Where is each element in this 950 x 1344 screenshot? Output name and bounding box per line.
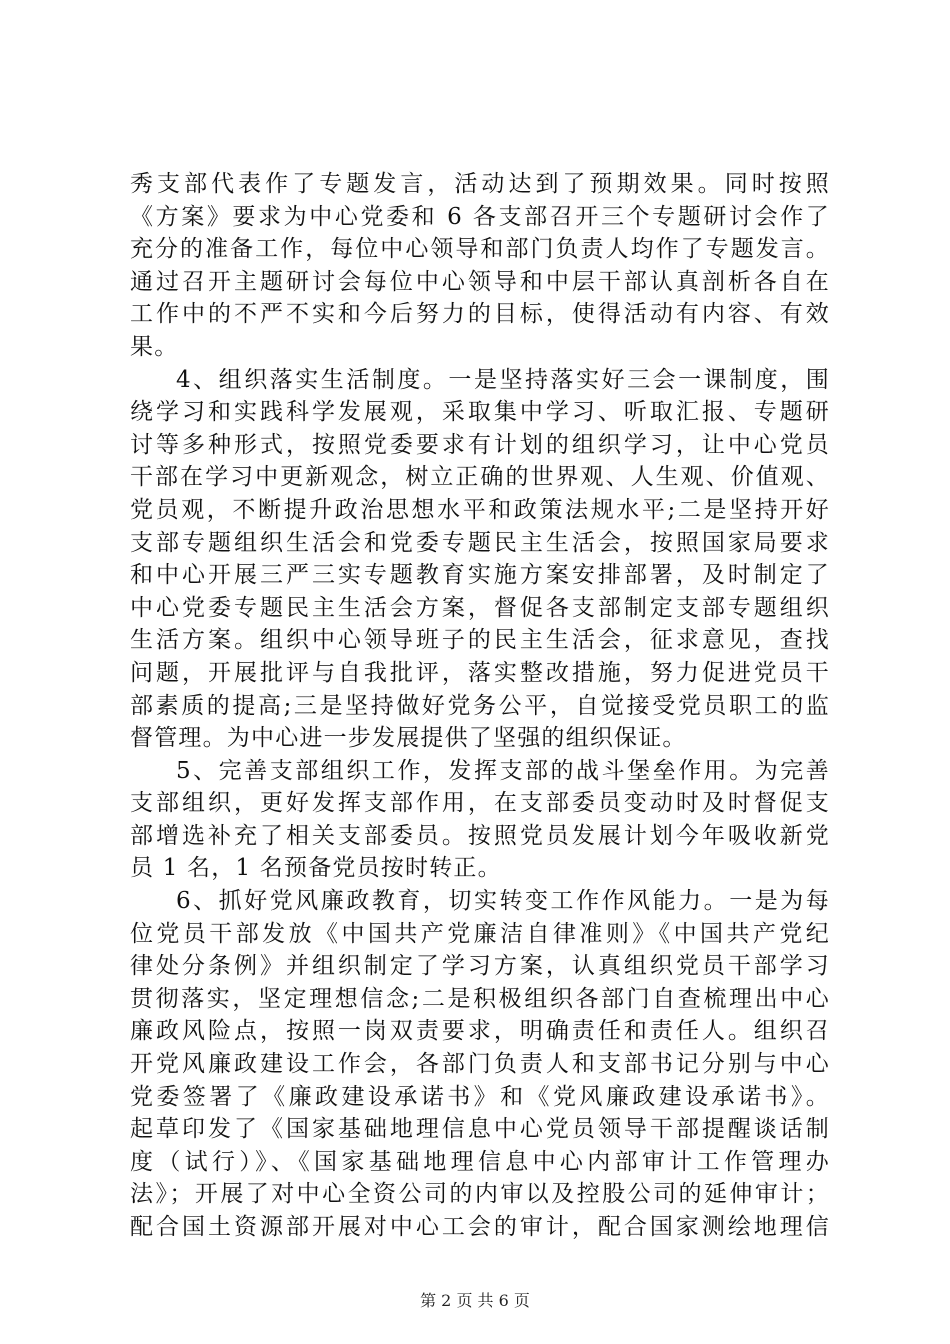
text-line: 讨等多种形式，按照党委要求有计划的组织学习，让中心党员 (130, 431, 830, 458)
text-line: 工作中的不严不实和今后努力的目标，使得活动有内容、有效 (130, 301, 830, 328)
text-line: 部素质的提高;三是坚持做好党务公平，自觉接受党员职工的监 (130, 692, 830, 719)
text-line: 起草印发了《国家基础地理信息中心党员领导干部提醒谈话制 (130, 1116, 830, 1143)
text-line: 4、组织落实生活制度。一是坚持落实好三会一课制度，围 (176, 366, 830, 393)
text-line: 廉政风险点，按照一岗双责要求，明确责任和责任人。组织召 (130, 1018, 830, 1045)
text-line: 督管理。为中心进一步发展提供了坚强的组织保证。 (130, 725, 687, 752)
text-line: 干部在学习中更新观念，树立正确的世界观、人生观、价值观、 (130, 464, 830, 491)
text-line: 6、抓好党风廉政教育，切实转变工作作风能力。一是为每 (176, 888, 830, 915)
text-line: 生活方案。组织中心领导班子的民主生活会，征求意见，查找 (130, 627, 830, 654)
text-line: 贯彻落实，坚定理想信念;二是积极组织各部门自查梳理出中心 (130, 985, 830, 1012)
text-line: 中心党委专题民主生活会方案，督促各支部制定支部专题组织 (130, 594, 830, 621)
text-line: 支部专题组织生活会和党委专题民主生活会，按照国家局要求 (130, 529, 830, 556)
text-line: 和中心开展三严三实专题教育实施方案安排部署，及时制定了 (130, 562, 830, 589)
text-line: 充分的准备工作，每位中心领导和部门负责人均作了专题发言。 (130, 236, 830, 263)
text-line: 秀支部代表作了专题发言，活动达到了预期效果。同时按照 (130, 171, 830, 197)
text-line: 度（试行）》、《国家基础地理信息中心内部审计工作管理办 (130, 1148, 830, 1175)
text-line: 党员观，不断提升政治思想水平和政策法规水平;二是坚持开好 (130, 496, 830, 523)
text-line: 配合国土资源部开展对中心工会的审计，配合国家测绘地理信 (130, 1214, 830, 1240)
text-line: 通过召开主题研讨会每位中心领导和中层干部认真剖析各自在 (130, 268, 830, 295)
text-line: 位党员干部发放《中国共产党廉洁自律准则》《中国共产党纪 (130, 920, 830, 947)
document-body (130, 168, 830, 1244)
text-line: 部增选补充了相关支部委员。按照党员发展计划今年吸收新党 (130, 822, 830, 849)
text-line: 5、完善支部组织工作，发挥支部的战斗堡垒作用。为完善 (176, 757, 830, 784)
page-footer: 第 2 页 共 6 页 (420, 1291, 530, 1310)
text-line: 律处分条例》并组织制定了学习方案，认真组织党员干部学习 (130, 953, 830, 980)
text-line: 开党风廉政建设工作会，各部门负责人和支部书记分别与中心 (130, 1051, 830, 1078)
text-line: 果。 (130, 333, 179, 360)
text-line: 《方案》要求为中心党委和 6 各支部召开三个专题研讨会作了 (130, 203, 830, 230)
text-line: 员 1 名，1 名预备党员按时转正。 (130, 855, 502, 882)
text-line: 支部组织，更好发挥支部作用，在支部委员变动时及时督促支 (130, 790, 830, 817)
text-line: 绕学习和实践科学发展观，采取集中学习、听取汇报、专题研 (130, 399, 830, 426)
text-line: 党委签署了《廉政建设承诺书》和《党风廉政建设承诺书》。 (130, 1083, 830, 1110)
text-line: 问题，开展批评与自我批评，落实整改措施，努力促进党员干 (130, 659, 830, 686)
text-line: 法》；开展了对中心全资公司的内审以及控股公司的延伸审计； (130, 1181, 830, 1208)
